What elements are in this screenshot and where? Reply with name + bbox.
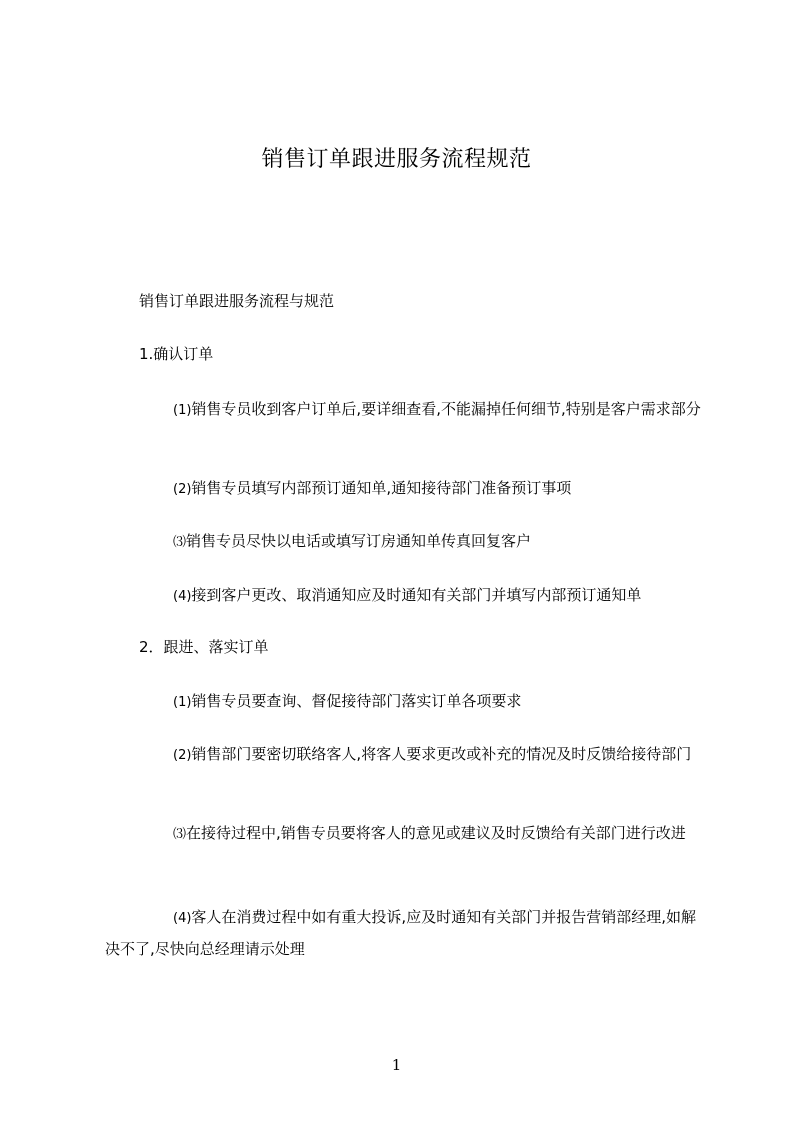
list-item-text: 接到客户更改、取消通知应及时通知有关部门并填写内部预订通知单 <box>191 586 642 604</box>
list-item <box>105 818 705 850</box>
document-title: 销售订单跟进服务流程规范 <box>261 147 532 172</box>
list-item-number: (4) <box>173 589 192 604</box>
list-item <box>105 739 705 771</box>
list-item-number: ⑶ <box>173 535 187 550</box>
list-item-number: (2) <box>173 748 192 763</box>
list-item-text: 在接待过程中,销售专员要将客人的意见或建议及时反馈给有关部门进行改进 <box>186 824 686 842</box>
list-item-number: (1) <box>173 403 192 418</box>
list-item-text: 销售专员收到客户订单后,要详细查看,不能漏掉任何细节,特别是客户需求部分 <box>191 400 701 418</box>
list-item <box>105 526 705 558</box>
list-item-text: 销售专员尽快以电话或填写订房通知单传真回复客户 <box>186 532 532 550</box>
list-item-number: (1) <box>173 695 192 710</box>
list-item-number: (4) <box>173 911 192 926</box>
page-number: 1 <box>391 1056 402 1074</box>
list-item <box>105 580 705 612</box>
section-heading-follow-up: 2．跟进、落实订单 <box>139 638 269 656</box>
list-item <box>105 686 705 718</box>
list-item-text: 客人在消费过程中如有重大投诉,应及时通知有关部门并报告营销部经理,如解决不了,尽快向总经理请示处理 <box>105 908 696 958</box>
list-item <box>105 394 705 426</box>
list-item-text: 销售部门要密切联络客人,将客人要求更改或补充的情况及时反馈给接待部门 <box>191 745 692 763</box>
list-item-text: 销售专员填写内部预订通知单,通知接待部门准备预订事项 <box>191 479 572 497</box>
list-item <box>105 902 705 964</box>
list-item-text: 销售专员要查询、督促接待部门落实订单各项要求 <box>191 692 522 710</box>
list-item-number: ⑶ <box>173 827 187 842</box>
list-item-number: (2) <box>173 482 192 497</box>
section-heading-confirm-order: 1.确认订单 <box>139 345 214 363</box>
list-item <box>105 473 705 505</box>
document-subtitle: 销售订单跟进服务流程与规范 <box>139 292 335 310</box>
